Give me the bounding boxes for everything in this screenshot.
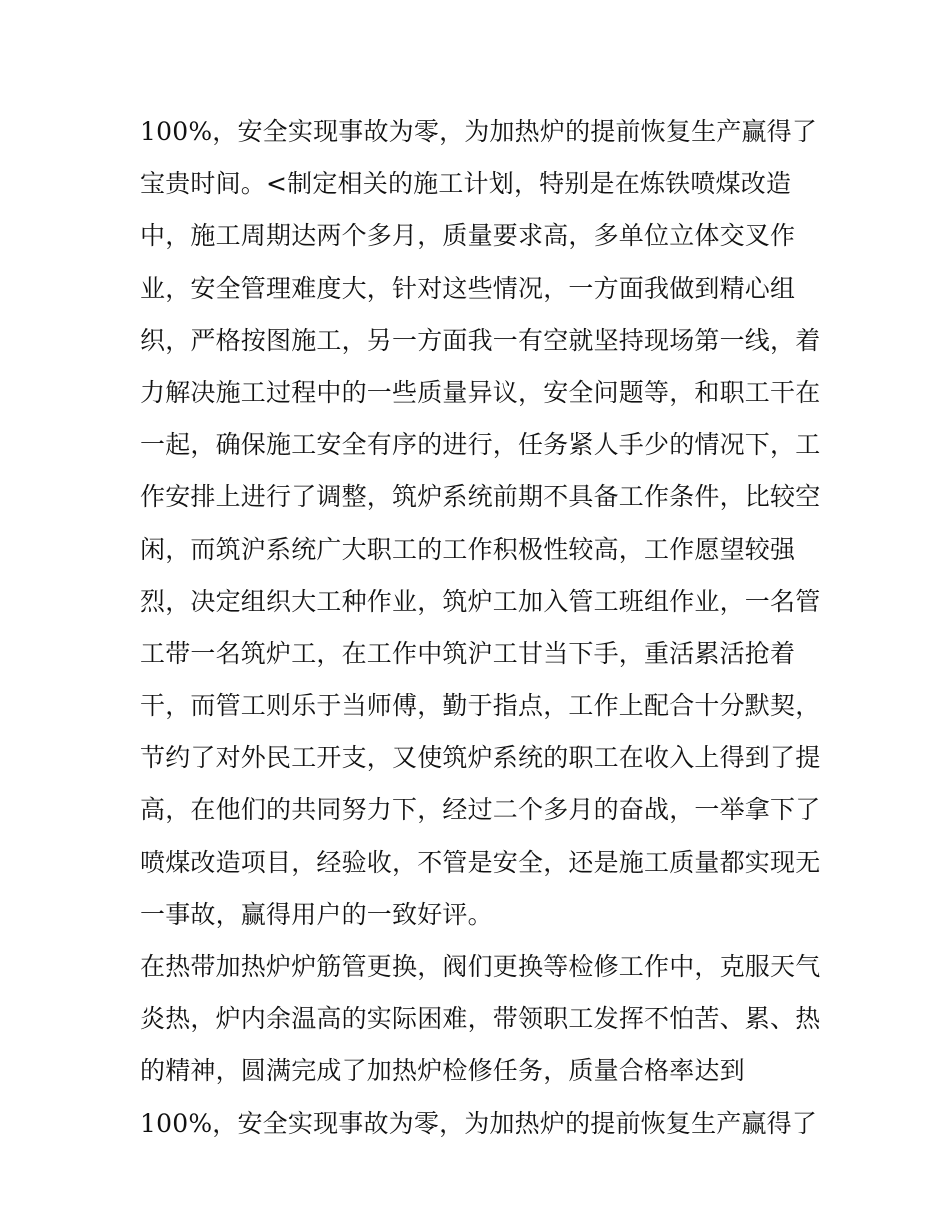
text-line: 炎热，炉内余温高的实际困难，带领职工发挥不怕苦、累、热	[140, 1004, 821, 1034]
text-line: 的精神，圆满完成了加热炉检修任务，质量合格率达到	[140, 1056, 745, 1086]
body-text	[140, 106, 830, 1150]
text-line: 力解决施工过程中的一些质量异议，安全问题等，和职工干在	[140, 377, 821, 407]
text-line: 作安排上进行了调整，筑炉系统前期不具备工作条件，比较空	[140, 482, 821, 512]
text-line: 烈，决定组织大工种作业，筑炉工加入管工班组作业，一名管	[140, 586, 821, 616]
text-line: 节约了对外民工开支，又使筑炉系统的职工在收入上得到了提	[140, 743, 821, 773]
text-line: 高，在他们的共同努力下，经过二个多月的奋战，一举拿下了	[140, 795, 821, 825]
text-line: 干，而管工则乐于当师傅，勤于指点，工作上配合十分默契，	[140, 691, 821, 721]
text-line: 中，施工周期达两个多月，质量要求高，多单位立体交叉作	[140, 221, 796, 251]
text-line: 100%，安全实现事故为零，为加热炉的提前恢复生产赢得了	[140, 117, 818, 146]
text-line: 闲，而筑沪系统广大职工的工作积极性较高，工作愿望较强	[140, 534, 796, 564]
text-line: 宝贵时间。<制定相关的施工计划，特别是在炼铁喷煤改造	[140, 169, 792, 199]
text-line: 工带一名筑炉工，在工作中筑沪工甘当下手，重活累活抢着	[140, 638, 796, 668]
text-line: 一事故，赢得用户的一致好评。	[140, 899, 493, 929]
text-line: 一起，确保施工安全有序的进行，任务紧人手少的情况下，工	[140, 430, 821, 460]
text-line: 织，严格按图施工，另一方面我一有空就坚持现场第一线，着	[140, 325, 821, 355]
text-line: 喷煤改造项目，经验收，不管是安全，还是施工质量都实现无	[140, 847, 821, 877]
text-line: 在热带加热炉炉筋管更换，阀们更换等检修工作中，克服天气	[140, 952, 821, 981]
text-line: 业，安全管理难度大，针对这些情况，一方面我做到精心组	[140, 273, 796, 303]
text-line: 100%，安全实现事故为零，为加热炉的提前恢复生产赢得了	[140, 1108, 818, 1138]
